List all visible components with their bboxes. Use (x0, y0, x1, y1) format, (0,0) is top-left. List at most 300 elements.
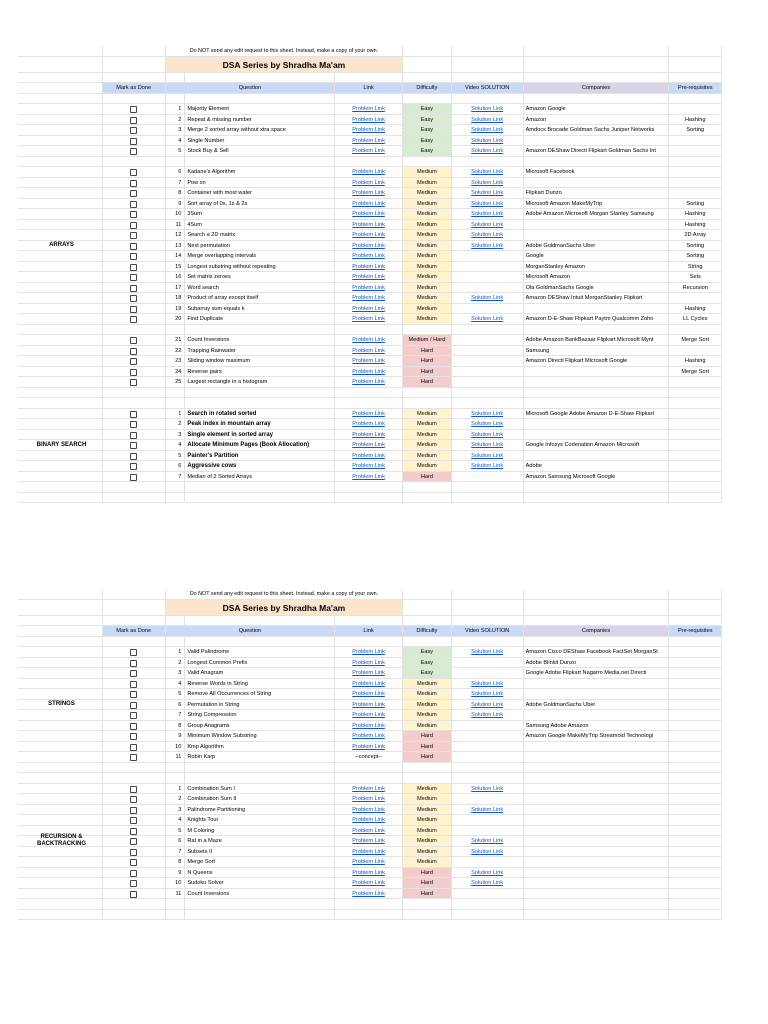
mark-as-done-checkbox[interactable] (130, 211, 137, 218)
empty-cell (103, 763, 166, 773)
problem-link[interactable]: Problem Link (352, 305, 385, 312)
question-name: Repeat & missing number (185, 115, 335, 125)
section-cell (18, 451, 103, 461)
empty-cell (669, 398, 722, 408)
table-row (18, 178, 722, 189)
mark-as-done-checkbox[interactable] (130, 222, 137, 229)
companies-cell (524, 752, 670, 762)
companies-cell: Amazon DEShaw Intuit MorganStanley Flipkart (524, 293, 670, 303)
video-solution-cell (452, 826, 524, 836)
problem-link[interactable]: Problem Link (352, 869, 385, 876)
empty-cell (524, 637, 670, 647)
mark-as-done-checkbox[interactable] (130, 358, 137, 365)
empty-cell (166, 493, 185, 503)
problem-link-cell (335, 230, 403, 240)
mark-as-done-checkbox[interactable] (130, 295, 137, 302)
solution-link[interactable]: Solution Link (471, 106, 504, 112)
solution-link[interactable]: Solution Link (471, 442, 504, 448)
mark-as-done-checkbox[interactable] (130, 379, 137, 386)
mark-as-done-checkbox[interactable] (130, 232, 137, 239)
mark-as-done-checkbox[interactable] (130, 712, 137, 719)
problem-link[interactable]: Problem Link (352, 848, 385, 855)
companies-cell: Adobe GoldmanSachs Uber (524, 700, 670, 710)
question-name: Combination Sum I (185, 784, 335, 794)
mark-as-done-cell (103, 742, 166, 752)
header-video-solution: Video SOLUTION (452, 83, 524, 93)
solution-link[interactable]: Solution Link (471, 421, 504, 427)
problem-link[interactable]: Problem Link (352, 274, 385, 280)
solution-link[interactable]: Solution Link (471, 680, 504, 687)
question-name: Minimum Window Substring (185, 731, 335, 741)
problem-link-cell (335, 731, 403, 741)
solution-link[interactable]: Solution Link (471, 127, 504, 133)
video-solution-cell (452, 647, 524, 657)
mark-as-done-checkbox[interactable] (130, 442, 137, 449)
problem-link[interactable]: Problem Link (352, 743, 385, 750)
video-solution-cell (452, 251, 524, 261)
section-cell (18, 868, 103, 878)
problem-link[interactable]: Problem Link (352, 200, 385, 207)
mark-as-done-checkbox[interactable] (130, 702, 137, 709)
mark-as-done-checkbox[interactable] (130, 106, 137, 113)
question-name: Rat in a Maze (185, 836, 335, 846)
empty-cell (185, 910, 335, 920)
table-row (18, 241, 722, 252)
mark-as-done-checkbox[interactable] (130, 828, 137, 835)
problem-link[interactable]: Problem Link (352, 431, 385, 438)
mark-as-done-checkbox[interactable] (130, 243, 137, 250)
question-name: String Compression (185, 710, 335, 720)
video-solution-cell (452, 419, 524, 429)
solution-link[interactable]: Solution Link (471, 148, 504, 154)
prerequisites-cell (669, 658, 722, 668)
solution-link[interactable]: Solution Link (471, 221, 504, 228)
problem-link[interactable]: Problem Link (352, 232, 385, 238)
video-solution-cell (452, 335, 524, 345)
mark-as-done-cell (103, 335, 166, 345)
empty-cell (524, 388, 670, 398)
difficulty-badge: Medium (403, 679, 452, 689)
solution-link[interactable]: Solution Link (471, 880, 504, 886)
mark-as-done-checkbox[interactable] (130, 870, 137, 877)
question-number: 12 (166, 230, 186, 240)
empty-cell (103, 157, 166, 167)
empty-cell (524, 493, 670, 503)
header-video-solution: Video SOLUTION (452, 626, 524, 636)
problem-link[interactable]: Problem Link (352, 127, 385, 133)
problem-link[interactable]: Problem Link (352, 337, 385, 343)
table-row (18, 794, 722, 805)
solution-link[interactable]: Solution Link (471, 190, 504, 196)
mark-as-done-cell (103, 251, 166, 261)
question-name: Count Inversions (185, 889, 335, 899)
mark-as-done-checkbox[interactable] (130, 880, 137, 887)
mark-as-done-checkbox[interactable] (130, 169, 137, 176)
section-cell (18, 346, 103, 356)
companies-cell: Adobe GoldmanSachs Uber (524, 241, 670, 251)
problem-link[interactable]: Problem Link (352, 806, 385, 813)
problem-link-cell (335, 125, 403, 135)
mark-as-done-cell (103, 731, 166, 741)
difficulty-badge: Medium (403, 430, 452, 440)
question-number: 21 (166, 335, 186, 345)
table-row (18, 784, 722, 795)
problem-link[interactable]: Problem Link (352, 796, 385, 802)
empty-cell (335, 773, 403, 783)
mark-as-done-checkbox[interactable] (130, 411, 137, 418)
empty-cell (18, 589, 103, 599)
empty-cell (403, 398, 452, 408)
empty-cell (403, 600, 452, 615)
mark-as-done-checkbox[interactable] (130, 337, 137, 344)
mark-as-done-checkbox[interactable] (130, 891, 137, 898)
companies-cell (524, 136, 670, 146)
mark-as-done-checkbox[interactable] (130, 754, 137, 761)
solution-link[interactable]: Solution Link (471, 848, 504, 855)
mark-as-done-checkbox[interactable] (130, 432, 137, 439)
problem-link[interactable]: Problem Link (352, 827, 385, 834)
video-solution-cell (452, 230, 524, 240)
mark-as-done-checkbox[interactable] (130, 348, 137, 355)
companies-cell (524, 220, 670, 230)
solution-link[interactable]: Solution Link (471, 838, 504, 844)
empty-cell (103, 616, 166, 626)
mark-as-done-checkbox[interactable] (130, 807, 137, 814)
mark-as-done-checkbox[interactable] (130, 264, 137, 271)
empty-cell (669, 910, 722, 920)
difficulty-badge: Medium (403, 262, 452, 272)
mark-as-done-checkbox[interactable] (130, 127, 137, 134)
problem-link[interactable]: Problem Link (352, 691, 385, 697)
empty-cell (403, 616, 452, 626)
mark-as-done-checkbox[interactable] (130, 859, 137, 866)
problem-link[interactable]: Problem Link (352, 242, 385, 249)
problem-link[interactable]: Problem Link (352, 722, 385, 729)
difficulty-badge: Hard (403, 377, 452, 387)
mark-as-done-checkbox[interactable] (130, 369, 137, 376)
mark-as-done-checkbox[interactable] (130, 453, 137, 460)
mark-as-done-checkbox[interactable] (130, 190, 137, 197)
solution-link[interactable]: Solution Link (471, 410, 504, 417)
question-number: 20 (166, 314, 186, 324)
problem-link[interactable]: Problem Link (352, 106, 385, 112)
companies-cell: Amdocs Brocade Goldman Sachs Juniper Networks (524, 125, 670, 135)
question-number: 2 (166, 794, 186, 804)
problem-link-cell (335, 356, 403, 366)
mark-as-done-checkbox[interactable] (130, 849, 137, 856)
problem-link[interactable]: Problem Link (352, 859, 385, 865)
empty-cell (524, 398, 670, 408)
video-solution-cell (452, 272, 524, 282)
solution-link[interactable]: Solution Link (471, 649, 504, 655)
empty-cell (335, 388, 403, 398)
question-name: Allocate Minimum Pages (Book Allocation) (185, 440, 335, 450)
problem-link[interactable]: Problem Link (352, 463, 385, 469)
empty-cell (185, 325, 335, 335)
mark-as-done-checkbox[interactable] (130, 306, 137, 313)
mark-as-done-cell (103, 847, 166, 857)
title-row (18, 600, 722, 616)
difficulty-badge: Medium (403, 304, 452, 314)
problem-link-cell (335, 272, 403, 282)
prerequisites-cell (669, 689, 722, 699)
solution-link[interactable]: Solution Link (471, 806, 504, 813)
prerequisites-cell (669, 868, 722, 878)
problem-link[interactable]: Problem Link (352, 316, 385, 322)
section-cell (18, 251, 103, 261)
problem-link[interactable]: Problem Link (352, 712, 385, 718)
difficulty-badge: Medium (403, 314, 452, 324)
question-name: Product of array except itself (185, 293, 335, 303)
companies-cell: Adobe (524, 461, 670, 471)
mark-as-done-checkbox[interactable] (130, 463, 137, 470)
solution-link[interactable]: Solution Link (471, 712, 504, 718)
problem-link[interactable]: Problem Link (352, 701, 385, 708)
companies-cell (524, 742, 670, 752)
mark-as-done-checkbox[interactable] (130, 474, 137, 481)
prerequisites-cell (669, 815, 722, 825)
question-number: 14 (166, 251, 186, 261)
difficulty-badge: Medium (403, 805, 452, 815)
mark-as-done-checkbox[interactable] (130, 691, 137, 698)
prerequisites-cell (669, 451, 722, 461)
problem-link[interactable]: Problem Link (352, 211, 385, 217)
companies-cell: Amazon Directi Flipkart Microsoft Google (524, 356, 670, 366)
problem-link[interactable]: Problem Link (352, 221, 385, 228)
section-cell (18, 125, 103, 135)
problem-link[interactable]: Problem Link (352, 452, 385, 459)
problem-link-cell (335, 188, 403, 198)
problem-link[interactable]: Problem Link (352, 379, 385, 385)
question-name: Robin Karp (185, 752, 335, 762)
problem-link-cell (335, 815, 403, 825)
video-solution-cell (452, 868, 524, 878)
solution-link[interactable]: Solution Link (471, 452, 504, 459)
table-row (18, 209, 722, 220)
problem-link[interactable]: Problem Link (352, 659, 385, 666)
mark-as-done-checkbox[interactable] (130, 660, 137, 667)
mark-as-done-cell (103, 409, 166, 419)
prerequisites-cell: Hashing (669, 115, 722, 125)
empty-cell (335, 910, 403, 920)
empty-cell (18, 398, 103, 408)
question-number: 19 (166, 304, 186, 314)
problem-link[interactable]: Problem Link (352, 410, 385, 417)
table-row (18, 125, 722, 136)
empty-cell (335, 325, 403, 335)
problem-link[interactable]: Problem Link (352, 442, 385, 448)
question-number: 3 (166, 125, 186, 135)
empty-cell (403, 637, 452, 647)
empty-cell (669, 899, 722, 909)
problem-link[interactable]: Problem Link (352, 190, 385, 196)
empty-cell (185, 388, 335, 398)
problem-link[interactable]: Problem Link (352, 358, 385, 364)
solution-link[interactable]: Solution Link (471, 242, 504, 249)
empty-cell (669, 482, 722, 492)
difficulty-badge: Easy (403, 136, 452, 146)
solution-link[interactable]: Solution Link (471, 785, 504, 792)
mark-as-done-checkbox[interactable] (130, 796, 137, 803)
table-row (18, 700, 722, 711)
solution-link[interactable]: Solution Link (471, 137, 504, 144)
problem-link[interactable]: Problem Link (352, 347, 385, 354)
header-row (18, 626, 722, 637)
video-solution-cell (452, 721, 524, 731)
mark-as-done-cell (103, 419, 166, 429)
empty-cell (103, 57, 166, 72)
problem-link-cell (335, 826, 403, 836)
mark-as-done-checkbox[interactable] (130, 681, 137, 688)
problem-link[interactable]: Problem Link (352, 179, 385, 186)
solution-link[interactable]: Solution Link (471, 179, 504, 186)
solution-link[interactable]: Solution Link (471, 316, 504, 322)
mark-as-done-checkbox[interactable] (130, 180, 137, 187)
mark-as-done-checkbox[interactable] (130, 649, 137, 656)
mark-as-done-checkbox[interactable] (130, 253, 137, 260)
video-solution-cell (452, 409, 524, 419)
mark-as-done-checkbox[interactable] (130, 117, 137, 124)
question-name: Group Anagrams (185, 721, 335, 731)
mark-as-done-checkbox[interactable] (130, 148, 137, 155)
question-number: 18 (166, 293, 186, 303)
problem-link[interactable]: Problem Link (352, 680, 385, 687)
solution-link[interactable]: Solution Link (471, 169, 504, 175)
question-name: Kmp Algorithm (185, 742, 335, 752)
mark-as-done-cell (103, 836, 166, 846)
solution-link[interactable]: Solution Link (471, 295, 504, 301)
solution-link[interactable]: Solution Link (471, 869, 504, 876)
empty-cell (18, 493, 103, 503)
prerequisites-cell (669, 668, 722, 678)
problem-link[interactable]: Problem Link (352, 473, 385, 480)
question-number: 16 (166, 272, 186, 282)
solution-link[interactable]: Solution Link (471, 701, 504, 708)
table-row (18, 304, 722, 315)
empty-cell (669, 73, 722, 83)
edit-notice: Do NOT send any edit request to this sheet. Instead, make a copy of your own. (166, 589, 403, 599)
question-name: Find Duplicate (185, 314, 335, 324)
mark-as-done-checkbox[interactable] (130, 421, 137, 428)
problem-link[interactable]: Problem Link (352, 368, 385, 375)
table-row (18, 461, 722, 472)
problem-link-cell (335, 283, 403, 293)
mark-as-done-checkbox[interactable] (130, 285, 137, 292)
empty-cell (403, 157, 452, 167)
mark-as-done-checkbox[interactable] (130, 838, 137, 845)
problem-link[interactable]: Problem Link (352, 263, 385, 270)
solution-link[interactable]: Solution Link (471, 116, 504, 123)
problem-link-cell (335, 679, 403, 689)
problem-link[interactable]: Problem Link (352, 148, 385, 154)
empty-cell (524, 773, 670, 783)
question-name: Single element in sorted array (185, 430, 335, 440)
problem-link[interactable]: Problem Link (352, 169, 385, 175)
section-cell (18, 104, 103, 114)
problem-link[interactable]: Problem Link (352, 817, 385, 823)
problem-link[interactable]: Problem Link (352, 670, 385, 676)
problem-link[interactable]: Problem Link (352, 733, 385, 739)
difficulty-badge: Easy (403, 647, 452, 657)
video-solution-cell (452, 700, 524, 710)
empty-cell (403, 773, 452, 783)
solution-link[interactable]: Solution Link (471, 691, 504, 697)
empty-cell (452, 57, 524, 72)
empty-row (18, 482, 722, 493)
difficulty-badge: Easy (403, 104, 452, 114)
difficulty-badge: Medium (403, 784, 452, 794)
mark-as-done-checkbox[interactable] (130, 138, 137, 145)
problem-link-cell (335, 104, 403, 114)
solution-link[interactable]: Solution Link (471, 463, 504, 469)
solution-link[interactable]: Solution Link (471, 232, 504, 238)
video-solution-cell (452, 293, 524, 303)
table-row (18, 167, 722, 178)
companies-cell (524, 857, 670, 867)
difficulty-badge: Medium (403, 700, 452, 710)
notice-row (18, 46, 722, 57)
problem-link[interactable]: Problem Link (352, 838, 385, 844)
solution-link[interactable]: Solution Link (471, 431, 504, 438)
mark-as-done-checkbox[interactable] (130, 670, 137, 677)
problem-link[interactable]: Problem Link (352, 116, 385, 123)
prerequisites-cell (669, 419, 722, 429)
problem-link[interactable]: Problem Link (352, 880, 385, 886)
prerequisites-cell (669, 430, 722, 440)
companies-cell: Amazon (524, 115, 670, 125)
table-row (18, 857, 722, 868)
problem-link[interactable]: Problem Link (352, 785, 385, 792)
section-cell (18, 167, 103, 177)
mark-as-done-cell (103, 461, 166, 471)
problem-link[interactable]: Problem Link (352, 284, 385, 291)
solution-link[interactable]: Solution Link (471, 211, 504, 217)
mark-as-done-checkbox[interactable] (130, 274, 137, 281)
empty-cell (452, 763, 524, 773)
solution-link[interactable]: Solution Link (471, 200, 504, 207)
mark-as-done-checkbox[interactable] (130, 744, 137, 751)
table-row (18, 335, 722, 346)
problem-link[interactable]: Problem Link (352, 890, 385, 897)
problem-link[interactable]: Problem Link (352, 295, 385, 301)
mark-as-done-cell (103, 794, 166, 804)
empty-cell (524, 589, 670, 599)
mark-as-done-checkbox[interactable] (130, 817, 137, 824)
empty-row (18, 388, 722, 399)
prerequisites-cell (669, 377, 722, 387)
mark-as-done-cell (103, 857, 166, 867)
companies-cell: Samsung (524, 346, 670, 356)
problem-link[interactable]: Problem Link (352, 137, 385, 144)
problem-link[interactable]: Problem Link (352, 253, 385, 259)
companies-cell (524, 304, 670, 314)
mark-as-done-checkbox[interactable] (130, 723, 137, 730)
empty-cell (166, 325, 185, 335)
question-name: Remove All Occurrences of String (185, 689, 335, 699)
problem-link[interactable]: Problem Link (352, 421, 385, 427)
mark-as-done-checkbox[interactable] (130, 201, 137, 208)
mark-as-done-checkbox[interactable] (130, 786, 137, 793)
empty-cell (452, 46, 524, 56)
question-name: Longest Common Prefix (185, 658, 335, 668)
question-number: 8 (166, 857, 186, 867)
question-number: 23 (166, 356, 186, 366)
mark-as-done-cell (103, 784, 166, 794)
video-solution-cell (452, 710, 524, 720)
mark-as-done-checkbox[interactable] (130, 733, 137, 740)
problem-link[interactable]: Problem Link (352, 649, 385, 655)
mark-as-done-checkbox[interactable] (130, 316, 137, 323)
